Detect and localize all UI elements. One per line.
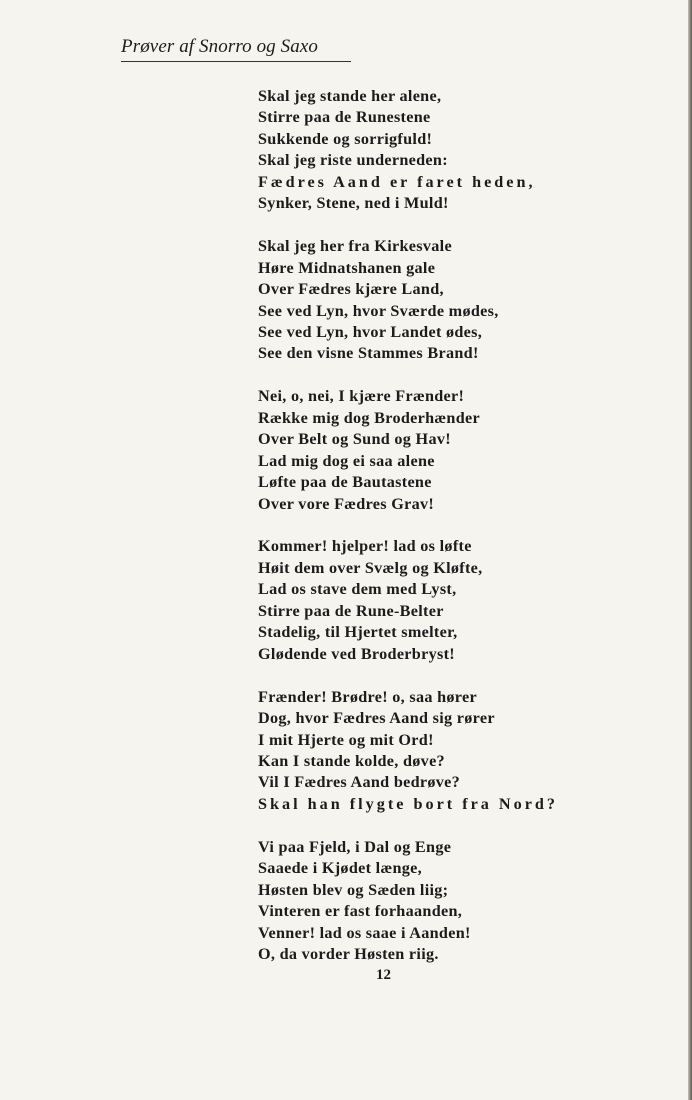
poem-line: Høsten blev og Sæden liig; xyxy=(258,880,449,899)
poem-line: Fædres Aand er faret heden, xyxy=(258,172,536,191)
poem-line: See den visne Stammes Brand! xyxy=(258,344,479,363)
poem-line: Over Belt og Sund og Hav! xyxy=(258,430,451,449)
stanza xyxy=(258,86,558,215)
poem-line: Nei, o, nei, I kjære Frænder! xyxy=(258,387,465,406)
poem-line: Vi paa Fjeld, i Dal og Enge xyxy=(258,837,452,856)
poem-line: Kan I stande kolde, døve? xyxy=(258,751,445,770)
poem-line: Saaede i Kjødet længe, xyxy=(258,859,422,878)
poem-line: Glødende ved Broderbryst! xyxy=(258,644,455,663)
poem-line: Stirre paa de Runestene xyxy=(258,108,431,127)
poem-line: Høre Midnatshanen gale xyxy=(258,258,436,277)
poem xyxy=(258,86,558,987)
poem-line: Stadelig, til Hjertet smelter, xyxy=(258,623,458,642)
poem-line: See ved Lyn, hvor Landet ødes, xyxy=(258,322,483,341)
poem-line: Vil I Fædres Aand bedrøve? xyxy=(258,773,461,792)
poem-line: Sukkende og sorrigfuld! xyxy=(258,129,433,148)
poem-line: Kommer! hjelper! lad os løfte xyxy=(258,537,472,556)
poem-line: Stirre paa de Rune-Belter xyxy=(258,601,444,620)
poem-line: Frænder! Brødre! o, saa hører xyxy=(258,687,477,706)
poem-line: I mit Hjerte og mit Ord! xyxy=(258,730,434,749)
poem-line: Skal han flygte bort fra Nord? xyxy=(258,794,558,813)
stanza xyxy=(258,236,558,365)
poem-line: Synker, Stene, ned i Muld! xyxy=(258,194,449,213)
poem-line: Vinteren er fast forhaanden, xyxy=(258,902,463,921)
poem-line: Lad mig dog ei saa alene xyxy=(258,451,435,470)
poem-line: Venner! lad os saae i Aanden! xyxy=(258,923,471,942)
page-number: 12 xyxy=(376,967,391,983)
poem-line: Skal jeg her fra Kirkesvale xyxy=(258,237,452,256)
poem-line: Lad os stave dem med Lyst, xyxy=(258,580,457,599)
poem-line: O, da vorder Høsten riig. xyxy=(258,945,439,964)
running-title: Prøver af Snorro og Saxo xyxy=(121,36,351,62)
stanza xyxy=(258,837,558,966)
poem-line: Over vore Fædres Grav! xyxy=(258,494,435,513)
poem-line: Høit dem over Svælg og Kløfte, xyxy=(258,558,483,577)
stanza xyxy=(258,687,558,816)
poem-line: Skal jeg stande her alene, xyxy=(258,87,442,105)
poem-line: Løfte paa de Bautastene xyxy=(258,473,432,492)
stanza xyxy=(258,536,558,665)
page-edge xyxy=(688,0,692,1100)
poem-line: Skal jeg riste underneden: xyxy=(258,151,448,170)
poem-line: See ved Lyn, hvor Sværde mødes, xyxy=(258,301,499,320)
poem-line: Over Fædres kjære Land, xyxy=(258,280,444,299)
poem-line: Dog, hvor Fædres Aand sig rører xyxy=(258,709,495,728)
stanza xyxy=(258,386,558,515)
poem-line: Række mig dog Broderhænder xyxy=(258,408,480,427)
